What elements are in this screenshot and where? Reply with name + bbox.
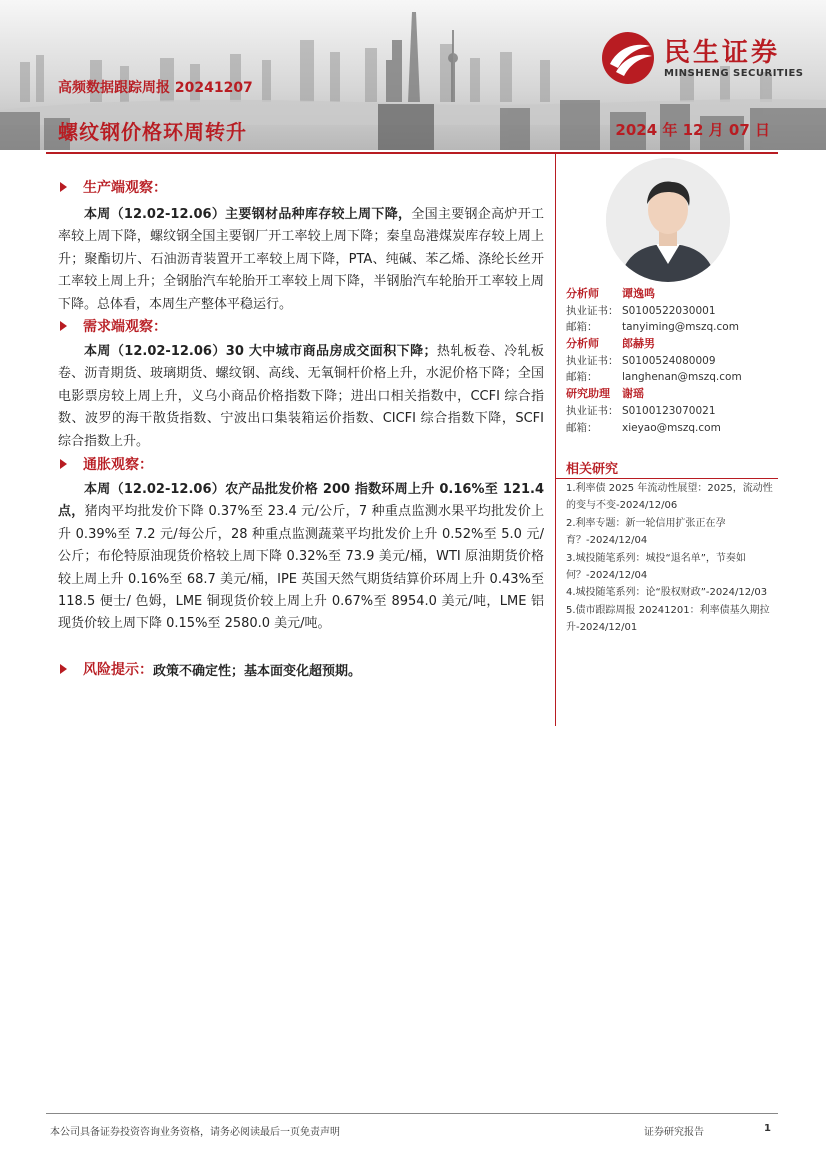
cert-number: S0100123070021 (622, 404, 716, 417)
analyst-email-link[interactable]: tanyiming@mszq.com (622, 321, 739, 334)
section-body: 热轧板卷、冷轧板卷、沥青期货、玻璃期货、螺纹钢、高线、无氧铜杆价格上升，水泥价格下降；全国电影票房较上周上升，义乌小商品价格指数下降；进出口相关指数中，CCFI 综合指数、波罗的海干散货指数、宁波出口集装箱运价指数、CICFI 综合指数下降，SCFI 综合指数上升。 (58, 344, 544, 449)
logo-mark-icon (600, 30, 658, 86)
analyst-row (566, 336, 780, 353)
related-research-list (566, 480, 778, 637)
report-title: 螺纹钢价格环周转升 (58, 120, 247, 144)
logo-name-cn: 民生证券 (664, 38, 781, 68)
analyst-name: 谢瑶 (622, 387, 644, 401)
related-research-rule (556, 478, 778, 479)
cert-number: S0100524080009 (622, 354, 716, 367)
analyst-cert-row (566, 353, 780, 370)
bullet-arrow-icon (60, 664, 67, 674)
section-production-text (58, 204, 544, 316)
logo-name-en: MINSHENG SECURITIES (664, 68, 804, 79)
section-production-heading (60, 176, 167, 198)
section-title: 需求端观察： (83, 319, 167, 335)
section-lead: 本周（12.02-12.06）30 大中城市商品房成交面积下降； (84, 344, 437, 359)
related-research-link[interactable]: 3.城投随笔系列：城投“退名单”，节奏如何？-2024/12/04 (566, 552, 746, 582)
section-demand-heading (60, 315, 167, 337)
section-inflation-heading (60, 453, 153, 475)
section-title: 通胀观察： (83, 457, 153, 473)
section-demand-text (58, 341, 544, 453)
report-date: 2024 年 12 月 07 日 (615, 121, 770, 139)
analyst-cert-row (566, 403, 780, 420)
footer-disclaimer: 本公司具备证券投资咨询业务资格，请务必阅读最后一页免责声明 (50, 1127, 340, 1138)
mail-label: 邮箱： (566, 371, 598, 384)
bullet-arrow-icon (60, 321, 67, 331)
analyst-mail-row (566, 420, 780, 437)
related-research-link[interactable]: 1.利率债 2025 年流动性展望：2025，流动性的变与不变-2024/12/06 (566, 483, 773, 512)
analyst-name: 郎赫男 (622, 337, 655, 351)
analyst-row (566, 286, 780, 303)
section-title: 生产端观察： (83, 180, 167, 196)
analyst-portrait-icon (606, 158, 730, 282)
analyst-role: 分析师 (566, 337, 599, 351)
header-rule (46, 152, 778, 154)
risk-heading (60, 658, 361, 680)
risk-text: 政策不确定性；基本面变化超预期。 (153, 663, 362, 679)
footer-doc-type: 证券研究报告 (644, 1127, 704, 1138)
cert-label: 执业证书： (566, 354, 619, 367)
header-banner (0, 0, 826, 150)
related-research-link[interactable]: 2.利率专题：新一轮信用扩张正在孕育？-2024/12/04 (566, 517, 726, 547)
bullet-arrow-icon (60, 459, 67, 469)
risk-title: 风险提示： (83, 662, 153, 678)
bullet-arrow-icon (60, 182, 67, 192)
section-inflation-text (58, 479, 544, 636)
related-research-title: 相关研究 (566, 462, 619, 477)
mail-label: 邮箱： (566, 321, 598, 334)
analyst-role: 分析师 (566, 287, 599, 300)
analyst-cert-row (566, 303, 780, 320)
cert-number: S0100522030001 (622, 304, 716, 317)
footer-rule (46, 1113, 778, 1114)
section-lead: 本周（12.02-12.06）主要钢材品种库存较上周下降， (84, 207, 412, 222)
section-body: 猪肉平均批发价下降 0.37%至 23.4 元/公斤，7 种重点监测水果平均批发价上升 0.39%至 7.2 元/每公斤，28 种重点监测蔬菜平均批发价上升 0.52%至 5.0 元/公斤；布伦特原油现货价格较上周下降 0.32%至 73.9 美元/桶，WTI 原油期货价格较上周上升 0.16%至 68.7 美元/桶，IPE 英国天然气期货结算价环周上升 0.43%至 118.5 便士/ 色姆，LME 铜现货价较上周上升 0.67%至 8954.0 美元/吨，LME 铝现货价较上周下降 0.15%至 2580.0 美元/吨。 (58, 504, 544, 632)
analyst-role: 研究助理 (566, 387, 610, 401)
minsheng-logo (600, 30, 804, 86)
cert-label: 执业证书： (566, 304, 619, 317)
column-divider (555, 152, 556, 726)
report-series: 高频数据跟踪周报 20241207 (58, 80, 253, 96)
cert-label: 执业证书： (566, 404, 619, 417)
analyst-mail-row (566, 319, 780, 336)
analyst-row (566, 386, 780, 403)
related-research-link[interactable]: 5.债市跟踪周报 20241201：利率债基久期拉升-2024/12/01 (566, 604, 770, 634)
section-lead: 本周（12.02-12.06）农产品批发价格 200 指数环周上升 0.16%至 121.4 点， (58, 482, 544, 520)
analyst-mail-row (566, 369, 780, 386)
analyst-email-link[interactable]: langhenan@mszq.com (622, 371, 742, 384)
mail-label: 邮箱： (566, 421, 598, 434)
analyst-list (566, 286, 780, 436)
analyst-photo (606, 158, 730, 282)
analyst-name: 谭逸鸣 (622, 287, 655, 300)
section-body: 全国主要钢企高炉开工率较上周下降，螺纹钢全国主要钢厂开工率较上周下降；秦皇岛港煤炭库存较上周上升；聚酯切片、石油沥青装置开工率较上周下降，PTA、纯碱、苯乙烯、涤纶长丝开工率较上周上升；全钢胎汽车轮胎开工率较上周下降，半钢胎汽车轮胎开工率较上周下降。总体看，本周生产整体平稳运行。 (58, 207, 544, 312)
analyst-email-link[interactable]: xieyao@mszq.com (622, 421, 721, 434)
page-number: 1 (764, 1123, 771, 1134)
related-research-link[interactable]: 4.城投随笔系列：论“股权财政”-2024/12/03 (566, 587, 768, 599)
